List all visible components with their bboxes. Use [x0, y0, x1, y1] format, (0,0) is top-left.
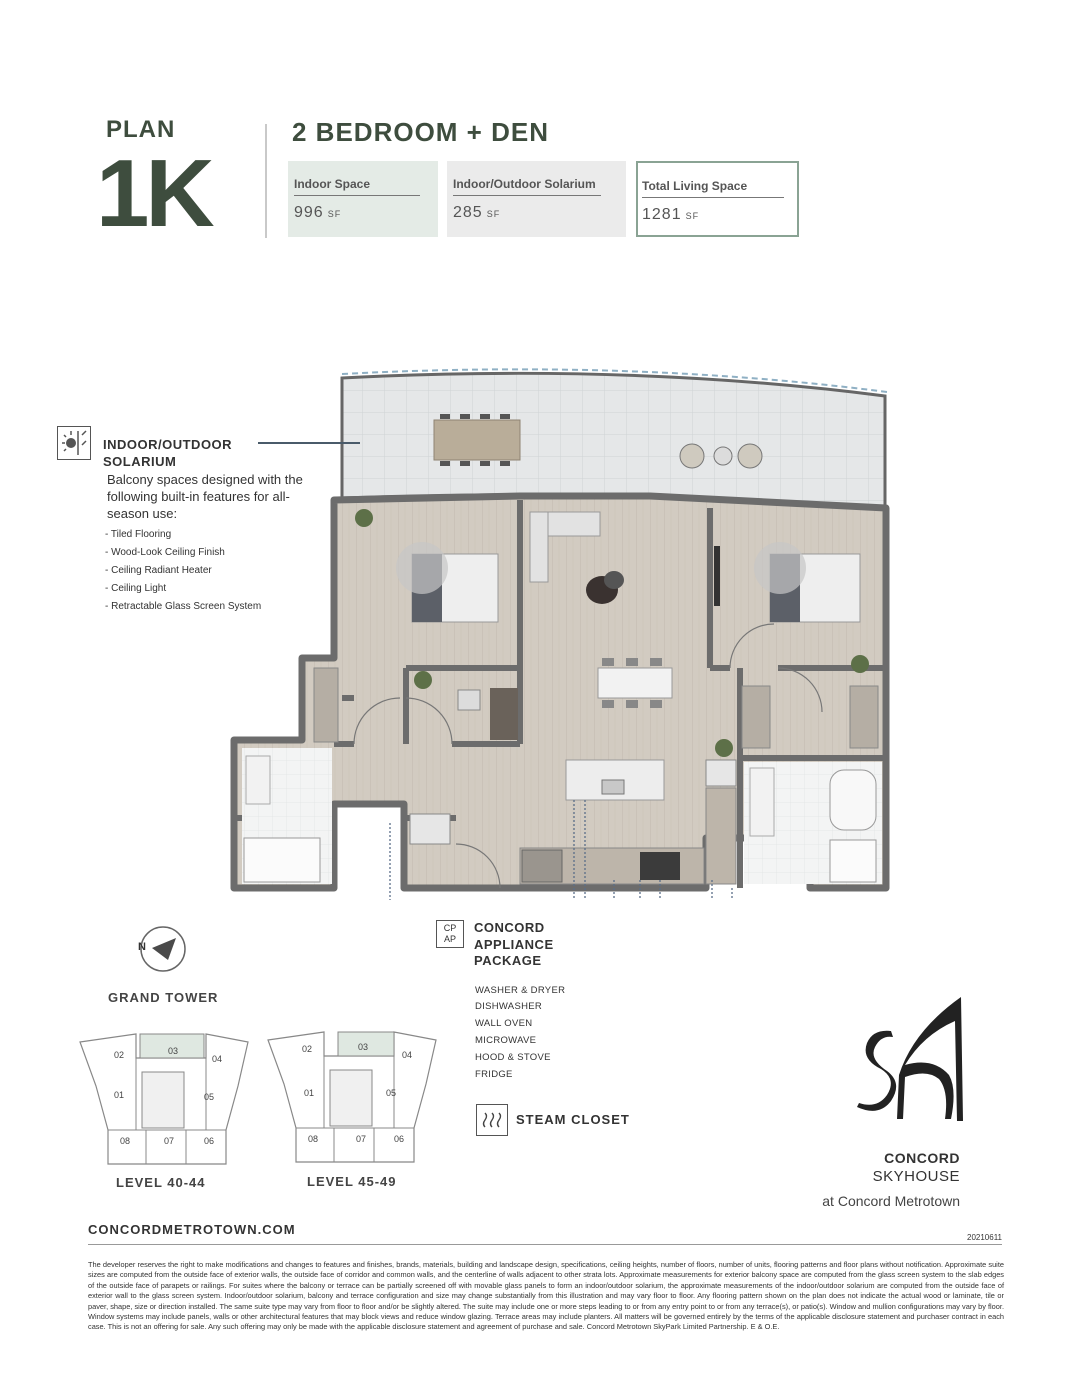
unit-label: 06	[394, 1134, 405, 1144]
unit-label: 03	[168, 1046, 179, 1056]
solarium-leader-line	[258, 442, 360, 444]
tower-name: GRAND TOWER	[108, 990, 219, 1005]
steam-closet-label: STEAM CLOSET	[516, 1112, 630, 1127]
area-value: 996 SF	[294, 204, 342, 221]
brand-name: CONCORD	[884, 1150, 960, 1166]
footer-divider	[88, 1244, 1002, 1245]
plan-code: 1K	[96, 140, 211, 247]
unit-label: 08	[120, 1136, 131, 1146]
list-item: - Tiled Flooring	[105, 529, 172, 540]
appliance-item: FRIDGE	[475, 1069, 513, 1080]
area-value: 285 SF	[453, 204, 501, 221]
appliance-item: HOOD & STOVE	[475, 1052, 551, 1063]
legal-disclaimer: The developer reserves the right to make modifications and changes to features and finishes, brands, materials, building and landscape design, specifications, ceiling heights, number of floors, number of units, flooring patterns and floor plans without notification. Approximate suite sizes are computed from the outside face of exterior walls, the outside face of corridor and common walls, and the centerline of walls adjacent to other strata lots. Approximate measurements for exterior balcony space are computed from the glass screen system to the slab edges of the outside face of parapets or railings. For suites where the balcony or terrace can be partially screened off with movable glass panels to form an indoor/outdoor solarium, the approximate measurements of the indoor/outdoor solarium are computed from the outside face of exterior wall to the glass screen system. Indoor/outdoor solarium, balcony and terrace configuration and size may change substantially from this illustration and may vary floor to floor. Any flooring pattern shown on the plan does not indicate the actual wood or laminate, tile or paver, shape, size or direction installed. The same suite type may vary from floor to floor and/or be slightly altered. The suite may include one or more steps leading to or from any entry point to or from any terrace(s), or patio(s). Window and mullion configurations may vary by floor. Window systems may include panels, walls or other architectural features that may block views and reduce window glazing. Terrace areas may include planters. All matters will be governed entirely by the terms of the applicable disclosure statement and purchaser contract in each case. This is not an offering for sale. Any such offering may only be made with the applicable disclosure statement and agreement of purchase and sale. Concord Metrotown SkyPark Limited Partnership. E & O.E.	[88, 1260, 1004, 1332]
unit-label: 01	[114, 1090, 125, 1100]
solarium-icon	[57, 426, 91, 460]
compass-icon	[138, 924, 188, 974]
list-item: - Ceiling Light	[105, 583, 167, 594]
unit-label: 07	[164, 1136, 175, 1146]
solarium-description: Balcony spaces designed with the following built-in features for all-season use:	[107, 472, 303, 521]
unit-label: 02	[114, 1050, 125, 1060]
steam-closet-icon	[476, 1104, 508, 1136]
website-link[interactable]: CONCORDMETROTOWN.COM	[88, 1222, 296, 1237]
unit-label: 05	[204, 1092, 215, 1102]
keyplan-level-45-49	[264, 1028, 440, 1166]
list-item: - Wood-Look Ceiling Finish	[105, 547, 225, 558]
area-label: Indoor/Outdoor Solarium	[453, 177, 601, 196]
solarium-balcony	[342, 369, 887, 508]
compass-letter: N	[138, 941, 146, 953]
appliance-item: MICROWAVE	[475, 1035, 537, 1046]
total-living-space-box	[636, 161, 799, 237]
solarium-title: INDOOR/OUTDOOR SOLARIUM	[103, 437, 233, 469]
indoor-space-box	[288, 161, 438, 237]
brand-location: at Concord Metrotown	[822, 1193, 960, 1209]
unit-label: 08	[308, 1134, 319, 1144]
area-label: Indoor Space	[294, 177, 420, 196]
header-divider	[265, 124, 267, 238]
solarium-feature-list	[105, 528, 261, 618]
area-value: 1281 SF	[642, 206, 700, 223]
appliance-package-icon: CP AP	[436, 920, 464, 948]
floor-plan-drawing	[230, 368, 890, 900]
keyplan-level-label: LEVEL 40-44	[116, 1175, 206, 1190]
document-code: 20210611	[967, 1233, 1002, 1242]
unit-label: 01	[304, 1088, 315, 1098]
suite-floor	[234, 496, 886, 888]
unit-label: 05	[386, 1088, 397, 1098]
unit-label: 04	[402, 1050, 413, 1060]
skyhouse-logo	[853, 995, 969, 1125]
keyplan-level-40-44	[76, 1030, 252, 1168]
list-item: - Ceiling Radiant Heater	[105, 565, 212, 576]
unit-label: 03	[358, 1042, 369, 1052]
unit-label: 07	[356, 1134, 367, 1144]
keyplan-level-label: LEVEL 45-49	[307, 1174, 397, 1189]
appliance-package-title: CONCORD APPLIANCE PACKAGE	[474, 920, 554, 968]
unit-label: 04	[212, 1054, 223, 1064]
list-item: - Retractable Glass Screen System	[105, 601, 262, 612]
unit-label: 06	[204, 1136, 215, 1146]
area-label: Total Living Space	[642, 179, 784, 198]
plan-label: PLAN	[106, 116, 176, 143]
appliance-item: WASHER & DRYER	[475, 985, 566, 996]
appliance-item: WALL OVEN	[475, 1018, 533, 1029]
unit-label: 02	[302, 1044, 313, 1054]
appliance-item: DISHWASHER	[475, 1001, 543, 1012]
brand-sub: SKYHOUSE	[872, 1168, 960, 1185]
solarium-space-box	[447, 161, 626, 237]
suite-type-title: 2 BEDROOM + DEN	[292, 117, 549, 147]
